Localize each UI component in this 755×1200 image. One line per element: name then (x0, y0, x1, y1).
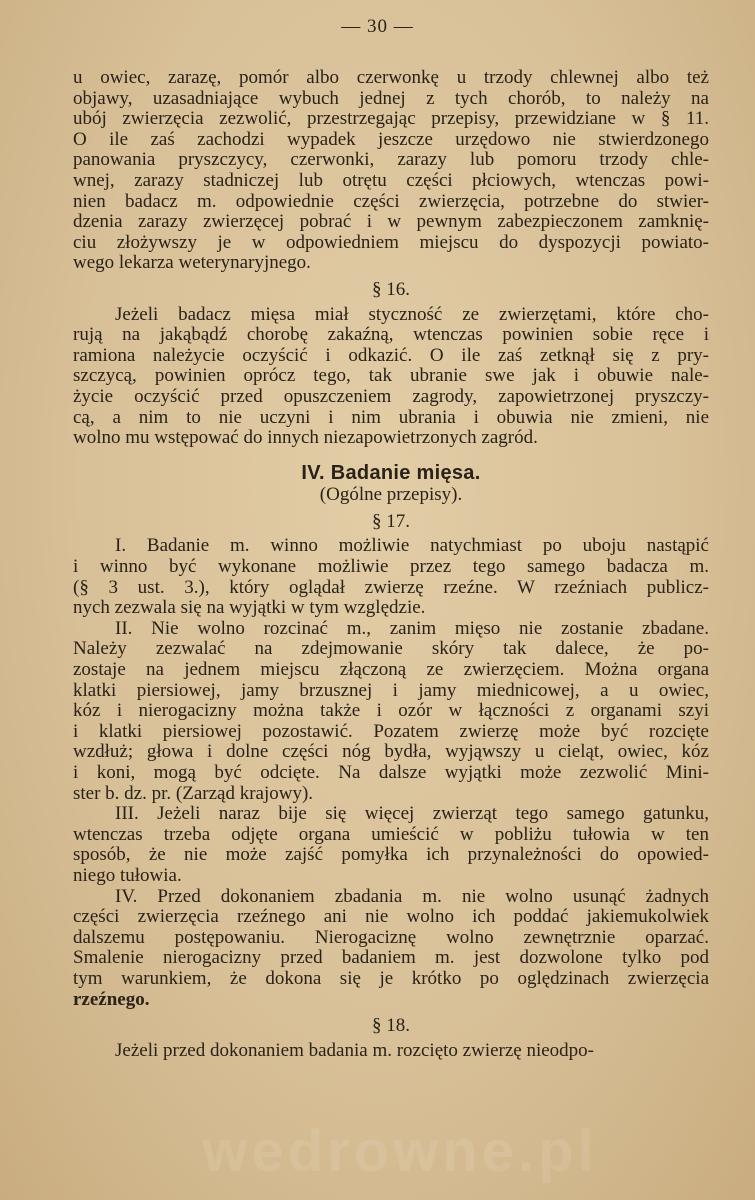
text-line: ster b. dz. pr. (Zarząd krajowy). (73, 782, 314, 804)
text-line: Należy zezwalać na zdejmowanie skóry tak dalece, że po- (73, 638, 709, 660)
text-line: wzdłuż; głowa i dolne części nóg bydła, wyjąwszy u cieląt, owiec, kóz (73, 741, 709, 763)
text-line: (§ 3 ust. 3.), który oglądał zwierzę rzeźne. W rzeźniach publicz- (73, 576, 709, 598)
text-line: sposób, że nie może zajść pomyłka ich przynależności do opowied- (73, 844, 709, 866)
text-line: wolno mu wstępować do innych niezapowietrzonych zagród. (73, 427, 538, 449)
text-line: III. Jeżeli naraz bije się więcej zwierząt tego samego gatunku, (115, 803, 709, 825)
text-line: panowania pryszczycy, czerwonki, zarazy lub pomoru trzody chle- (73, 149, 709, 171)
text-line: rzeźnego. (73, 988, 150, 1010)
text-line: cą, a nim to nie uczyni i nim ubrania i obuwia nie zmieni, nie (73, 406, 709, 428)
text-line: dzenia zarazy zwierzęcej pobrać i w pewnym zabezpieczonem zamknię- (73, 211, 709, 233)
text-line: Smalenie nierogacizny przed badaniem m. jest dozwolone tylko pod (73, 947, 709, 969)
text-line: wtenczas trzeba odjęte organa umieścić w pobliżu tułowia w ten (73, 823, 709, 845)
text-line: nych zezwala się na wyjątki w tym względzie. (73, 597, 426, 619)
text-line: u owiec, zarazę, pomór albo czerwonkę u trzody chlewnej albo też (73, 67, 709, 88)
text-line: życie oczyścić przed opuszczeniem zagrody, zapowietrzonej pryszczy- (73, 385, 709, 407)
text-line: ubój zwierzęcia zezwolić, przestrzegając przepisy, przewidziane w § 11. (73, 108, 709, 130)
paragraph-continuation (73, 68, 709, 274)
watermark: wedrowne.pl (202, 1119, 598, 1184)
page-number: — 30 — (341, 16, 414, 37)
paragraph-17-2 (73, 619, 709, 804)
text-line: i winno być wykonane możliwie przez tego samego badacza m. (73, 556, 709, 578)
section-heading-17: § 17. (372, 510, 410, 532)
paragraph-17-1 (73, 536, 709, 618)
paragraph-17-3 (73, 804, 709, 886)
paragraph-18 (73, 1041, 709, 1062)
text-line: wnej, zarazy stadniczej lub otrętu części płciowych, wtenczas powi- (73, 169, 709, 191)
text-block (73, 68, 709, 1061)
text-line: szczycą, powinien oprócz tego, tak ubranie swe jak i obuwie nale- (73, 365, 709, 387)
text-line: wego lekarza weterynaryjnego. (73, 252, 311, 274)
paragraph-16 (73, 305, 709, 449)
text-line: kóz i nierogacizny można także i ozór w łączności z organami szyi (73, 700, 709, 722)
section-heading-16: § 16. (372, 278, 410, 300)
text-line: ciu złożywszy je w odpowiedniem miejscu do dyspozycji powiato- (73, 231, 709, 253)
text-line: O ile zaś zachodzi wypadek jeszcze urzędowo nie stwierdzonego (73, 128, 709, 150)
text-line: nien badacz m. odpowiednie części zwierzęcia, potrzebne do stwier- (73, 190, 709, 212)
text-line: klatki piersiowej, jamy brzusznej i jamy miednicowej, a u owiec, (73, 679, 709, 701)
text-line: I. Badanie m. winno możliwie natychmiast po uboju nastąpić (115, 535, 709, 557)
text-line: tym warunkiem, że dokona się je krótko po oględzinach zwierzęcia (73, 967, 709, 989)
text-line: II. Nie wolno rozcinać m., zanim mięso nie zostanie zbadane. (115, 617, 709, 639)
section-heading-18: § 18. (372, 1015, 410, 1037)
text-line: i koni, mogą być odcięte. Na dalsze wyjątki może zezwolić Mini- (73, 762, 709, 783)
text-line: i klatki piersiowej pozostawić. Pozatem zwierzę może być rozcięte (73, 720, 709, 742)
text-line: IV. Przed dokonaniem zbadania m. nie wolno usunąć żadnych (115, 885, 709, 907)
text-line: Jeżeli badacz mięsa miał styczność ze zwierzętami, które cho- (115, 303, 709, 325)
text-line: rują na jakąbądź chorobę zakaźną, wtenczas powinien sobie ręce i (73, 324, 709, 346)
text-line: części zwierzęcia rzeźnego ani nie wolno ich poddać jakiemukolwiek (73, 906, 709, 928)
text-line: ramiona należycie oczyścić i odkazić. O ile zaś zetknął się z pry- (73, 344, 709, 366)
text-line: dalszemu postępowaniu. Nierogaciznę wolno zewnętrznie oparzać. (73, 926, 709, 948)
text-line: objawy, uzasadniające wybuch jednej z tych chorób, to należy na (73, 87, 709, 109)
text-line: Jeżeli przed dokonaniem badania m. rozcięto zwierzę nieodpo- (115, 1039, 595, 1061)
text-line: niego tułowia. (73, 864, 182, 886)
chapter-subtitle: (Ogólne przepisy). (319, 484, 463, 506)
text-line: zostaje na jednem miejscu złączoną ze zwierzęciem. Można organa (73, 659, 709, 681)
chapter-title: IV. Badanie mięsa. (301, 461, 481, 484)
paragraph-17-4 (73, 887, 709, 1011)
